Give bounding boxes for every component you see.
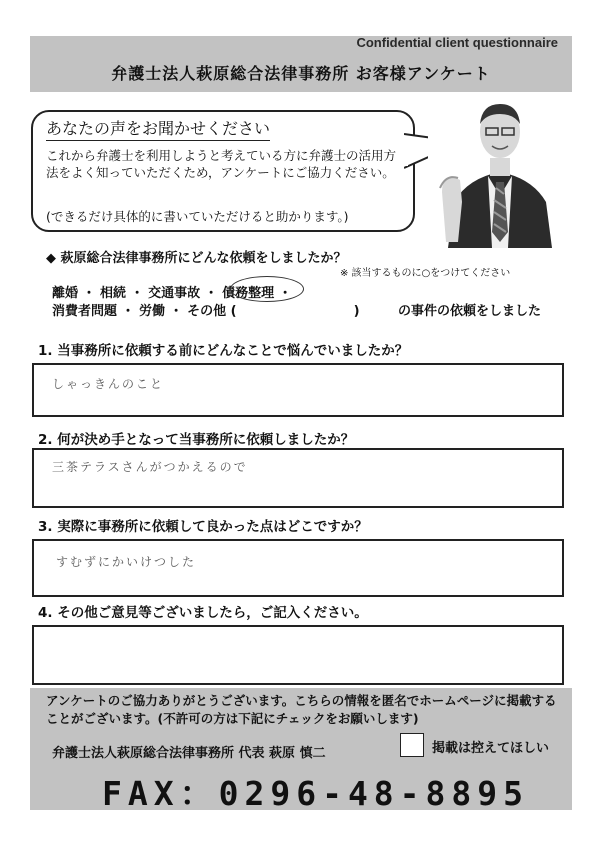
request-options-line2: 消費者問題 ・ 労働 ・ その他 ( ) <box>52 304 360 319</box>
bubble-body: これから弁護士を利用しようと考えている方に弁護士の活用方法をよく知っていただくため，アンケートにご協力ください。 <box>46 148 397 180</box>
answer-4-box[interactable] <box>32 625 564 685</box>
request-options-line1: 離婚 ・ 相続 ・ 交通事故 ・ 債務整理 ・ <box>52 286 292 301</box>
fax-number: FAX：0296-48-8895 <box>102 774 530 813</box>
bubble-heading: あなたの声をお聞かせください <box>46 116 270 141</box>
answer-2-box[interactable] <box>32 448 564 508</box>
footer-notice: アンケートのご協力ありがとうございます。こちらの情報を匿名でホームページに掲載することがございます。(不許可の方は下記にチェックをお願いします) <box>46 693 557 726</box>
request-suffix: の事件の依頼をしました <box>398 304 542 319</box>
answer-1-box[interactable] <box>32 363 564 417</box>
page-title: 弁護士法人萩原総合法律事務所 お客様アンケート <box>111 64 491 83</box>
no-publish-label: 掲載は控えてほしい <box>432 741 550 756</box>
answer-2-text: 三茶テラスさんがつかえるので <box>52 460 248 474</box>
no-publish-checkbox[interactable] <box>400 733 424 757</box>
question-1-label: 1. 当事務所に依頼する前にどんなことで悩んでいましたか？ <box>38 343 409 359</box>
footer-firm-name: 弁護士法人萩原総合法律事務所 代表 萩原 慎二 <box>52 746 326 761</box>
answer-3-box[interactable] <box>32 539 564 597</box>
selected-option-circle <box>230 276 304 302</box>
answer-1-text: しゃっきんのこと <box>52 377 165 391</box>
confidential-label: Confidential client questionnaire <box>356 35 558 50</box>
question-2-label: 2. 何が決め手となって当事務所に依頼しましたか？ <box>38 432 355 448</box>
circle-instruction: ※ 該当するものに○をつけてください <box>340 268 511 279</box>
question-3-label: 3. 実際に事務所に依頼して良かった点はどこですか？ <box>38 519 368 535</box>
request-question: ◆ 萩原総合法律事務所にどんな依頼をしましたか？ <box>46 251 347 266</box>
question-4-label: 4. その他ご意見等ございましたら，ご記入ください。 <box>38 605 368 621</box>
lawyer-portrait-icon <box>428 92 572 248</box>
answer-3-text: すむずにかいけつした <box>56 555 197 569</box>
bubble-note: (できるだけ具体的に書いていただけると助かります。) <box>46 209 349 224</box>
